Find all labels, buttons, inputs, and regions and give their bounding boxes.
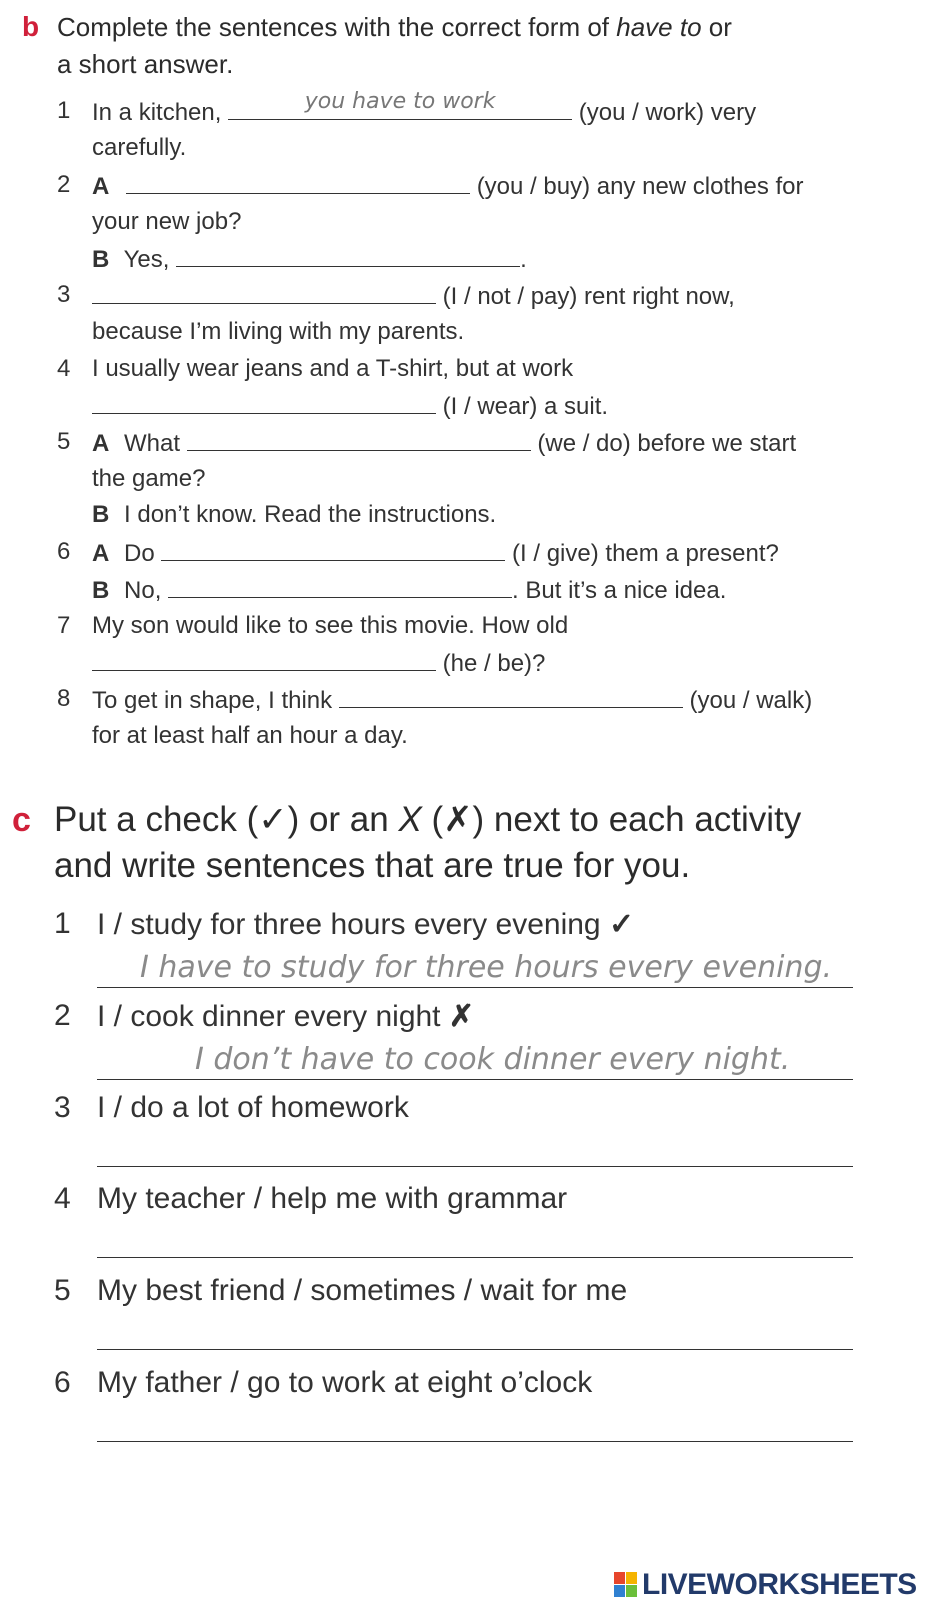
speaker-label: B [92,501,110,528]
item-number: 5 [57,428,71,455]
activity-prompt: I / do a lot of homework [97,1091,409,1124]
item-continuation: the game? [92,465,206,492]
answer-line[interactable] [97,1401,853,1442]
answer-blank[interactable] [161,538,505,561]
item-number: 8 [57,685,71,712]
list-item [92,391,608,421]
item-number: 4 [54,1182,71,1215]
item-number: 3 [54,1091,71,1124]
instruction-italic: X [398,800,422,839]
list-item: I usually wear jeans and a T-shirt, but at work [92,355,574,382]
item-text: (I / not / pay) rent right now, [442,283,735,310]
list-item [92,648,545,678]
answer-text: I have to study for three hours every evening. [140,950,833,985]
answer-line[interactable] [97,1126,853,1167]
instruction-italic: have to [616,12,702,42]
answer-blank[interactable] [339,685,683,708]
answer-blank[interactable] [176,244,520,267]
section-c-instruction [54,800,801,840]
item-text: Do [124,540,155,567]
item-continuation: for at least half an hour a day. [92,722,408,749]
item-number: 2 [54,999,71,1032]
list-item [92,89,757,127]
item-continuation: your new job? [92,208,242,235]
item-text: (I / give) them a present? [512,540,779,567]
instruction-part-2: (✗) next to each activity [421,800,802,839]
speaker-label: B [92,246,110,273]
section-b-instruction-line2: a short answer. [57,49,234,79]
item-text: (I / wear) a suit. [442,393,609,420]
list-item [92,428,796,458]
item-text: (you / walk) [689,687,813,714]
speaker-label: A [92,430,110,457]
answer-blank[interactable] [168,575,512,598]
answer-line[interactable] [97,1217,853,1258]
x-mark-icon: ✗ [448,1000,475,1033]
instruction-part-1: Put a check (✓) or an [54,800,399,839]
activity-prompt: My father / go to work at eight o’clock [97,1366,593,1399]
activity-prompt: My teacher / help me with grammar [97,1182,568,1215]
answer-blank[interactable] [92,391,436,414]
speaker-label: B [92,577,110,604]
item-continuation: carefully. [92,134,187,161]
item-number: 6 [57,538,71,565]
section-b-letter: b [22,11,40,42]
answer-blank[interactable] [126,171,470,194]
answer-text: I don’t have to cook dinner every night. [195,1042,791,1077]
instruction-part-1: Complete the sentences with the correct form of [57,12,617,42]
prompt-text: I / study for three hours every evening [97,908,601,941]
item-text: In a kitchen, [92,99,222,126]
list-item [92,685,812,715]
speaker-label: A [92,173,110,200]
activity-prompt [97,907,634,942]
item-text: (we / do) before we start [537,430,797,457]
section-c-letter: c [12,801,31,839]
item-text: No, [124,577,162,604]
item-number: 5 [54,1274,71,1307]
answer-blank[interactable] [187,428,531,451]
list-item [92,244,527,274]
item-number: 4 [57,355,71,382]
item-number: 1 [54,907,71,940]
item-number: 1 [57,97,71,124]
liveworksheets-logo-icon [614,1572,638,1598]
list-item [92,171,804,201]
list-item: My son would like to see this movie. How old [92,612,569,639]
item-continuation: because I’m living with my parents. [92,318,465,345]
item-text: . [520,246,527,273]
item-text: I don’t know. Read the instructions. [124,501,497,528]
item-text: To get in shape, I think [92,687,333,714]
item-number: 2 [57,171,71,198]
section-c-instruction-line2: and write sentences that are true for you. [54,846,691,885]
answer-blank[interactable] [92,281,436,304]
brand-name: LIVEWORKSHEETS [642,1568,917,1601]
answer-text: you have to work [304,89,496,114]
item-text: . But it’s a nice idea. [512,577,727,604]
list-item [92,281,735,311]
item-number: 7 [57,612,71,639]
item-text: (you / work) very [578,99,757,126]
item-number: 6 [54,1366,71,1399]
check-mark-icon: ✓ [608,908,635,941]
answer-blank[interactable] [228,89,572,120]
list-item [92,575,726,605]
item-number: 3 [57,281,71,308]
item-text: (he / be)? [442,650,546,677]
section-b-instruction [57,12,732,42]
instruction-part-2: or [701,12,732,42]
speaker-label: A [92,540,110,567]
activity-prompt [97,999,474,1034]
activity-prompt: My best friend / sometimes / wait for me [97,1274,628,1307]
list-item [92,538,779,568]
list-item [92,501,496,529]
answer-line[interactable] [97,1309,853,1350]
item-text: Yes, [123,246,170,273]
item-text: (you / buy) any new clothes for [476,173,804,200]
answer-blank[interactable] [92,648,436,671]
item-text: What [124,430,181,457]
prompt-text: I / cook dinner every night [97,1000,441,1033]
